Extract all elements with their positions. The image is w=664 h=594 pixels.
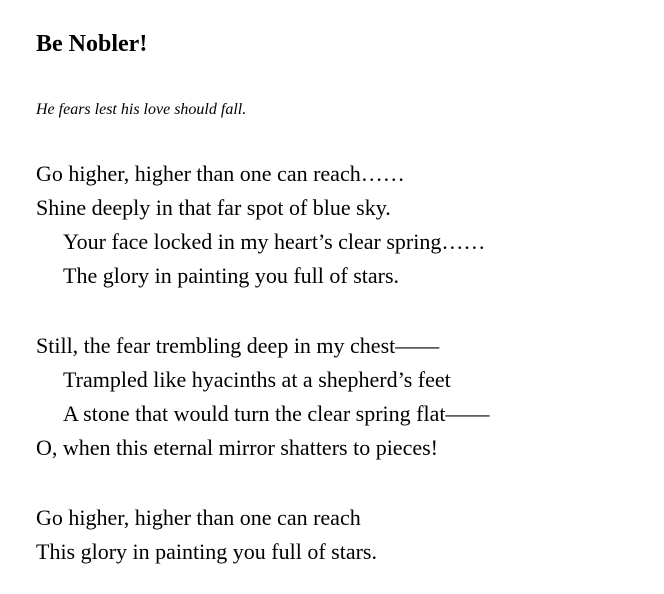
poem-line: The glory in painting you full of stars. (63, 262, 400, 288)
poem-line: This glory in painting you full of stars. (36, 538, 377, 564)
poem-line: Shine deeply in that far spot of blue sky. (36, 194, 391, 220)
poem-line: Trampled like hyacinths at a shepherd’s feet (63, 366, 451, 392)
poem-line: Go higher, higher than one can reach…… (36, 160, 405, 186)
poem-line: Your face locked in my heart’s clear spring…… (63, 228, 486, 254)
poem-line: A stone that would turn the clear spring flat—— (63, 400, 490, 426)
stanza-2 (36, 329, 644, 465)
stanza-1 (36, 157, 644, 293)
poem-epigraph: He fears lest his love should fall. (36, 100, 247, 118)
poem-line: O, when this eternal mirror shatters to pieces! (36, 434, 438, 460)
poem-line: Still, the fear trembling deep in my chest—— (36, 332, 440, 358)
stanza-3 (36, 501, 644, 569)
poem-line: Go higher, higher than one can reach (36, 504, 361, 530)
poem-title: Be Nobler! (36, 31, 148, 57)
